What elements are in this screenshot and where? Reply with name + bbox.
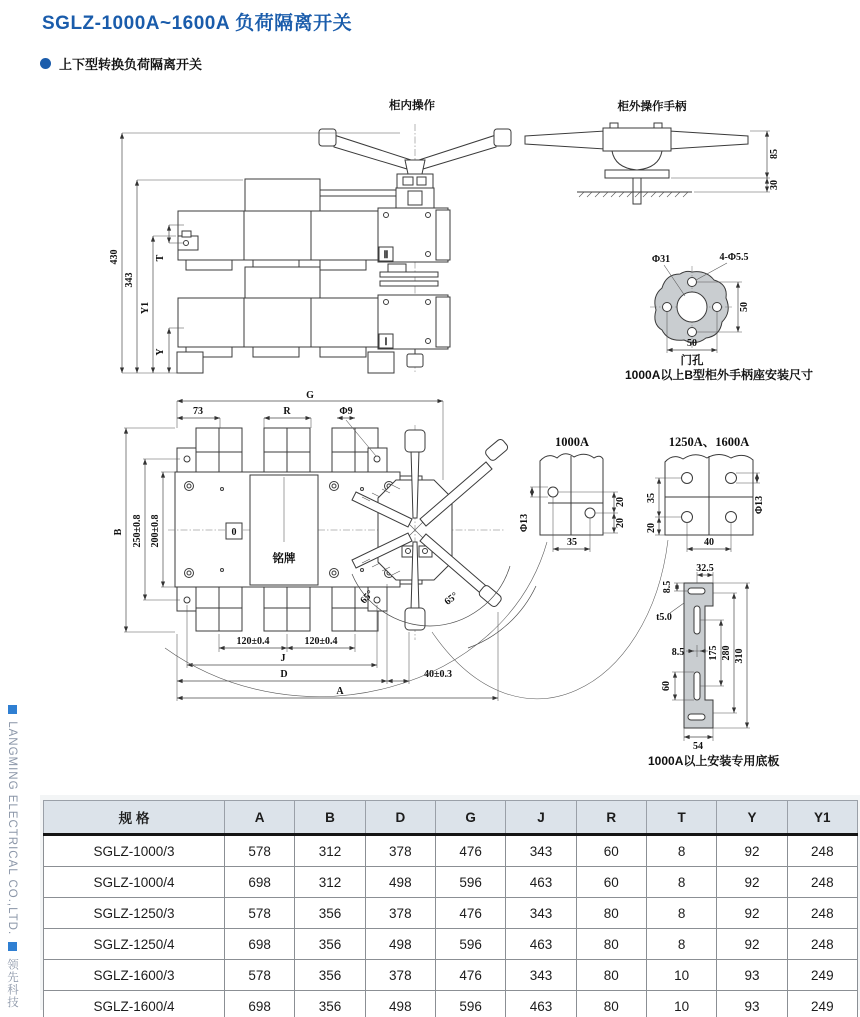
dim-label: 40±0.3	[424, 669, 452, 680]
table-cell: 356	[295, 991, 365, 1017]
door-hole-label: 门孔	[680, 355, 704, 367]
table-row	[44, 960, 858, 991]
dim-label: 120±0.4	[304, 636, 338, 647]
dim-label: 73	[193, 406, 203, 417]
table-cell: 10	[646, 960, 716, 991]
terminal-1250a-drawing	[646, 435, 765, 552]
column-header: B	[295, 801, 365, 835]
table-row	[44, 835, 858, 867]
dim-label: D	[280, 669, 288, 680]
column-header: 规 格	[44, 801, 225, 835]
handle-view-label: 柜外操作手柄	[617, 101, 687, 113]
table-cell: 476	[435, 835, 505, 867]
table-cell: SGLZ-1250/4	[44, 929, 225, 960]
terminal-title: 1000A	[554, 435, 590, 449]
table-row	[44, 929, 858, 960]
table-cell: 312	[295, 835, 365, 867]
base-plate-drawing	[648, 563, 779, 768]
dim-label: 54	[693, 741, 703, 752]
external-handle-drawing	[525, 99, 780, 204]
dim-label: Y1	[140, 301, 151, 315]
table-cell: 463	[506, 991, 576, 1017]
dim-label: B	[113, 528, 124, 536]
table-cell: 312	[295, 867, 365, 898]
table-cell: SGLZ-1000/3	[44, 835, 225, 867]
table-cell: 698	[225, 867, 295, 898]
table-cell: SGLZ-1600/4	[44, 991, 225, 1017]
dim-label: Φ13	[754, 495, 765, 515]
table-cell: 356	[295, 898, 365, 929]
dim-label: T	[155, 254, 166, 262]
dim-label: 4-Φ5.5	[719, 252, 749, 263]
dim-label: 175	[708, 645, 719, 661]
angle-label: 65°	[358, 588, 376, 607]
table-cell: 378	[365, 960, 435, 991]
company-name: LANGMING ELECTRICAL CO.,LTD.	[6, 721, 18, 936]
zero-marker: 0	[231, 527, 237, 538]
column-header: A	[225, 801, 295, 835]
table-cell: SGLZ-1600/3	[44, 960, 225, 991]
table-cell: 578	[225, 835, 295, 867]
table-cell: 92	[717, 898, 787, 929]
table-cell: 248	[787, 898, 857, 929]
table-cell: 378	[365, 835, 435, 867]
side-view-drawing	[109, 98, 511, 373]
base-plate-caption: 1000A以上安装专用底板	[648, 754, 780, 768]
page-title: SGLZ-1000A~1600A 负荷隔离开关	[42, 13, 353, 34]
table-cell: 80	[576, 929, 646, 960]
table-cell: 498	[365, 991, 435, 1017]
position-label-1: Ⅰ	[384, 337, 388, 348]
brand-slogan: 领先科技	[6, 958, 18, 1009]
table-cell: 578	[225, 960, 295, 991]
table-cell: 248	[787, 929, 857, 960]
column-header: Y1	[787, 801, 857, 835]
dim-label: 20	[646, 523, 657, 533]
dim-label: t5.0	[656, 612, 672, 623]
dim-label: R	[283, 406, 291, 417]
table-cell: SGLZ-1250/3	[44, 898, 225, 929]
terminal-title: 1250A、1600A	[668, 435, 750, 449]
dim-label: 40	[704, 537, 714, 548]
dim-label: 200±0.8	[150, 514, 161, 548]
table-cell: 596	[435, 929, 505, 960]
table-cell: 498	[365, 929, 435, 960]
table-cell: 343	[506, 960, 576, 991]
table-cell: 248	[787, 867, 857, 898]
table-cell: 248	[787, 835, 857, 867]
dim-label: 30	[769, 180, 780, 190]
table-cell: 92	[717, 835, 787, 867]
table-row	[44, 898, 858, 929]
column-header: G	[435, 801, 505, 835]
dim-label: Y	[155, 348, 166, 356]
table-cell: 463	[506, 929, 576, 960]
table-cell: 8	[646, 835, 716, 867]
table-cell: 698	[225, 991, 295, 1017]
table-cell: 92	[717, 867, 787, 898]
dim-label: 343	[124, 272, 135, 288]
table-cell: 698	[225, 929, 295, 960]
dim-label: 250±0.8	[132, 514, 143, 548]
column-header: D	[365, 801, 435, 835]
table-cell: SGLZ-1000/4	[44, 867, 225, 898]
table-row	[44, 867, 858, 898]
dim-label: Φ31	[651, 254, 671, 265]
dim-label: 32.5	[696, 563, 714, 574]
nameplate-label: 铭牌	[272, 553, 296, 565]
bullet-icon	[40, 58, 51, 69]
table-cell: 8	[646, 929, 716, 960]
section-heading	[40, 54, 202, 73]
table-cell: 596	[435, 867, 505, 898]
dim-label: 20	[615, 497, 626, 507]
brand-square-icon	[8, 705, 17, 714]
dim-label: A	[336, 686, 344, 697]
dim-label: 120±0.4	[236, 636, 270, 647]
table-cell: 60	[576, 867, 646, 898]
technical-drawing	[40, 90, 860, 790]
table-header-row	[44, 801, 858, 835]
column-header: T	[646, 801, 716, 835]
table-cell: 10	[646, 991, 716, 1017]
brand-square-icon	[8, 942, 17, 951]
sidebar-brand	[4, 702, 19, 1015]
dim-label: 35	[646, 493, 657, 503]
dim-label: 8.5	[671, 647, 685, 658]
position-label-2: Ⅱ	[383, 250, 389, 261]
column-header: J	[506, 801, 576, 835]
dim-label: J	[280, 653, 286, 664]
table-cell: 578	[225, 898, 295, 929]
table-cell: 8	[646, 898, 716, 929]
column-header: R	[576, 801, 646, 835]
table-cell: 93	[717, 991, 787, 1017]
front-view-drawing	[113, 390, 536, 701]
table-cell: 249	[787, 991, 857, 1017]
angle-label: 65°	[442, 590, 461, 608]
table-cell: 343	[506, 898, 576, 929]
table-cell: 378	[365, 898, 435, 929]
dim-label: Φ9	[339, 406, 353, 417]
dim-label: 20	[615, 518, 626, 528]
table-cell: 343	[506, 835, 576, 867]
dim-label: 280	[721, 645, 732, 661]
leader-curve	[432, 540, 668, 699]
dim-label: 50	[687, 338, 697, 349]
dim-label: 8.5	[662, 580, 673, 594]
dim-label: 430	[109, 249, 120, 265]
door-hole-drawing	[625, 252, 813, 382]
table-cell: 80	[576, 898, 646, 929]
spec-table	[43, 800, 858, 1017]
column-header: Y	[717, 801, 787, 835]
table-cell: 356	[295, 960, 365, 991]
table-cell: 476	[435, 898, 505, 929]
dim-label: Φ13	[519, 513, 530, 533]
table-cell: 498	[365, 867, 435, 898]
table-cell: 93	[717, 960, 787, 991]
dim-label: 60	[661, 681, 672, 691]
table-cell: 80	[576, 960, 646, 991]
dim-label: G	[306, 390, 314, 401]
table-cell: 80	[576, 991, 646, 1017]
dim-label: 85	[769, 149, 780, 159]
section-subtitle: 上下型转换负荷隔离开关	[59, 57, 203, 72]
terminal-1000a-drawing	[519, 435, 626, 552]
table-cell: 356	[295, 929, 365, 960]
table-cell: 596	[435, 991, 505, 1017]
table-cell: 60	[576, 835, 646, 867]
dim-label: 35	[567, 537, 577, 548]
dim-label: 310	[734, 648, 745, 664]
table-cell: 92	[717, 929, 787, 960]
table-cell: 463	[506, 867, 576, 898]
dim-label: 50	[739, 302, 750, 312]
door-hole-caption: 1000A以上B型柜外手柄座安装尺寸	[625, 368, 814, 382]
table-cell: 249	[787, 960, 857, 991]
table-row	[44, 991, 858, 1017]
table-cell: 476	[435, 960, 505, 991]
side-view-label: 柜内操作	[389, 100, 435, 112]
table-cell: 8	[646, 867, 716, 898]
